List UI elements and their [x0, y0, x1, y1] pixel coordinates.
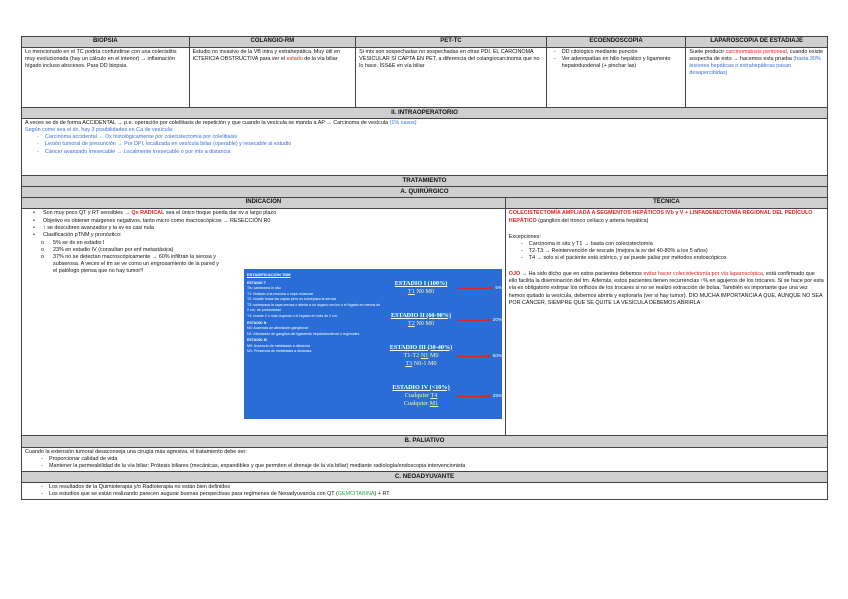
- tnm-def: Tis: carcinoma in situ: [247, 286, 281, 291]
- quirurgico-body-row: [21, 209, 828, 436]
- intraop-body-row: [21, 119, 828, 176]
- intraop-title-row: [21, 108, 828, 119]
- ind-item: • Objetivo es obtener márgenes negativos, tanto micro como macroscópicos → RESECCIÓN R0: [31, 218, 501, 225]
- stage-2-pct: 20%: [492, 317, 502, 323]
- neo-item: - Los estudios que se están realizando parecen augurar buenas perspectivas para regímenes de Neoadyuvancia con QT (GEMCITABINA) + RT: [37, 491, 824, 498]
- paliativo-title-row: [21, 436, 828, 447]
- stage-3: [384, 344, 502, 369]
- header-laparoscopia: LAPAROSCOPIA DE ESTADIAJE: [685, 37, 827, 47]
- stage-3-combo: T3 N0-1 M0: [405, 360, 437, 368]
- tnm-def: M0: Ausencia de metástasis a distancia: [247, 343, 310, 348]
- excepciones-label: Excepciones:: [508, 233, 541, 240]
- stage-2-combo: T2 N0 M0: [407, 320, 435, 328]
- ojo-note: OJO → Ha sido dicho que en estos pacientes debemos evitar hacer colecistectomía por vía laparoscópica, está confirmado que ello facilita la diseminación del tm. Además, estos pacientes tienen recurrencias ↑% en agujeros de los trócares. Si se hace por esta vía es obligatorio extirpar los orificios de los trocares si no se realizó extracción de bolsa. También es importante que una vez hemos quitado la vesícula, debemos abrirla y explorarla (ver si hay tumor). DIO MUCHA IMPORTANCIA A QUE, AUNQUE NO SEA POR CÁNCER, SIEMPRE QUE SE QUITE LA VESÍCULA DEBEMOS ABRIRLA: [508, 271, 824, 306]
- tratamiento-title-row: [21, 176, 828, 187]
- excepcion-item: - Carcinoma in situ y T1 → basta con colecistectomía: [517, 241, 824, 248]
- pet-text: Si mtx son sospechadas no sospechadas en otras PDI. EL CARCINOMA VESICULAR SÍ CAPTA EN PET, a diferencia del colangiocarcinoma que no lo hace. ÍSS&E en vía biliar: [355, 48, 546, 107]
- stage-3-title: ESTADIO III (30-40%): [389, 343, 453, 351]
- intraop-title: II. INTRAOPERATORIO: [22, 108, 827, 118]
- intraop-item: - Lesión tumoral de presunción → Por DPI, localizada en vesícula biliar (operable) y resecable al estudio: [33, 141, 824, 148]
- tratamiento-title: TRATAMIENTO: [22, 176, 827, 186]
- ind-item: • Clasificación pTNM y pronóstico:: [31, 232, 501, 239]
- header-colangio-rm: COLANGIO-RM: [189, 37, 356, 47]
- header-pet-tc: PET-TC: [355, 37, 546, 47]
- eco-list: [546, 48, 686, 107]
- ind-subitem: o 23% en estadio IV (consultan por enf metastásica): [41, 247, 221, 254]
- stage-2: [384, 312, 502, 329]
- ind-item: • ↑ se descubren avanzados y la sv es casi nula: [31, 225, 501, 232]
- stage-3-pct: 50%: [492, 353, 502, 359]
- stage-1-combo: T1 N0 M0: [407, 288, 435, 296]
- stage-4-combo: Cualquier T4: [404, 392, 438, 400]
- tnm-heading: ESTADIO N: [247, 320, 267, 325]
- neo-title-row: [21, 472, 828, 483]
- stage-2-title: ESTADIO II (60-90%): [390, 311, 452, 319]
- tnm-def: T4: invade 2 o más órganos o el hígado en más de 2 cm.: [247, 313, 338, 318]
- paliativo-body-row: [21, 448, 828, 472]
- intraop-item: - Carcinoma accidental → Dx histológicamente por colecistectomía por colelitiasis: [33, 134, 824, 141]
- tnm-heading: ESTADIO T: [247, 280, 266, 285]
- paliativo-item: - Proporcionar calidad de vida: [37, 456, 824, 463]
- excepcion-item: - T2-T3 → Reintervención de rescate (mejora la sv del 40-80% a los 5 años): [517, 248, 824, 255]
- ind-subitem: o 37% no se detectan macroscópicamente → 60% infiltran la serosa y subserosa. A veces el tm se ve como un engrosamiento de la pared y el patólogo piensa que no hay tumor!!: [41, 254, 221, 275]
- excepcion-item: - T4 → solo si el paciente está ictérico, y se puede paliar por métodos endoscópicos: [517, 255, 824, 262]
- tecnica-title: COLECISTECTOMÍA AMPLIADA A SEGMENTOS HEPÁTICOS IVb y V + LINFADENECTOMÍA REGIONAL DEL PEDÍCULO HEPÁTICO (ganglios del tronco celíaco y arteria hepática): [508, 210, 813, 224]
- stage-1-title: ESTADIO I (100%): [394, 279, 448, 287]
- ind-subitem: o 5% se dx en estadio I: [41, 240, 221, 247]
- tnm-def: T3: sobrepasa la capa serosa o afecta a un órgano vecino o el hígado en menos de 2 cm. de profundidad.: [247, 302, 381, 313]
- diagnostic-header-row: [21, 36, 828, 48]
- neo-title: C. NEOADYUVANTE: [22, 472, 827, 482]
- paliativo-item: - Mantener la permeabilidad de la vía biliar: Prótesis biliares (mecánicas, expandibles y que permiten el drenaje de la vía biliar) mediante radiología/endoscopia intervencionista: [37, 463, 824, 470]
- eco-item: - DD citológico mediante punción: [550, 49, 683, 56]
- indicacion-header: INDICACIÓN: [22, 198, 505, 208]
- intraop-line2: Según como sea el dx, hay 3 posibilidades en Ca de vesícula:: [25, 127, 174, 134]
- tnm-definitions: [244, 269, 384, 419]
- intraop-item: - Cáncer avanzado irresecable → Localmente irresecable o por mtx a distancia: [33, 149, 824, 156]
- tnm-def: M1: Presencia de metástasis a distancia: [247, 349, 312, 354]
- tnm-title: ESTADIFICACIÓN TNM: [247, 272, 291, 278]
- intraop-line1: A veces se dx de forma ACCIDENTAL → p.e. operación por colelitiasis de repetición y que cuando la vesícula se manda a AP → Carcinoma de vesícula (1% casos): [25, 120, 417, 127]
- stage-3-combo: T1-T2 N1 M0: [403, 351, 439, 359]
- biopsia-text: Lo mencionado en el TC podría confundirse con una colecistitis muy evolucionada (hay un cálculo en el interior) → inflamación hígado incluso abscesos. Para DD biopsia.: [25, 48, 177, 70]
- ind-item: • Son muy poco QT y RT sensibles → Qx RADICAL sea el único ttoque pueda dar sv a largo plazo: [31, 210, 501, 217]
- lapa-text: Suele producir carcinomatosis peritoneal, cuando existe sospecha de esto → hacemos esta prueba (hasta 30% lesiones hepáticas o extrahepáticas pasan desapercibidas): [685, 48, 827, 107]
- paliativo-title: B. PALIATIVO: [22, 436, 827, 446]
- eco-item: - Ver adenopatías en hilio hepático y ligamento hepatoduodenal (+ pinchar las): [550, 56, 683, 70]
- quirurgico-title-row: [21, 187, 828, 198]
- neo-item: - Los resultados de la Quimioterapia y/o Radioterapia no están bien definidos: [37, 484, 824, 491]
- header-ecoendoscopia: ECOENDOSCOPIA: [546, 37, 686, 47]
- stage-4: [384, 384, 502, 409]
- indicacion-cell: [22, 209, 505, 435]
- stage-4-combo: Cualquier M1: [403, 400, 439, 408]
- tnm-def: T2: invade todas las capas pero no sobrepasa la serosa: [247, 297, 337, 302]
- paliativo-intro: Cuando la extensión tumoral desaconseja una cirugía más agresiva, el tratamiento debe ser:: [25, 448, 247, 455]
- stage-4-title: ESTADIO IV (<10%): [392, 383, 450, 391]
- stage-4-pct: 25%: [492, 393, 502, 399]
- quirurgico-col-header-row: [21, 198, 828, 209]
- stage-groups: [384, 269, 502, 419]
- tnm-def: N1: Afectación de ganglios del ligamento hepatoduodenal o regionales: [247, 331, 360, 336]
- stage-1-pct: 5%: [495, 285, 502, 291]
- tnm-staging-figure: [244, 269, 502, 419]
- tnm-def: N0: Ausencia de afectación ganglionar: [247, 326, 309, 331]
- quirurgico-title: A. QUIRÚRGICO: [22, 187, 827, 197]
- colangio-text: Estudio no invasivo de la VB intra y extrahepática. Muy útil en ICTERICIA OBSTRUCTIVA para ver el estado de la vía biliar: [189, 48, 356, 107]
- tecnica-header: TÉCNICA: [505, 198, 827, 208]
- document-page: [21, 36, 828, 500]
- tnm-def: T1: limitado a la mucosa o capa muscular: [247, 291, 314, 296]
- tecnica-cell: [505, 209, 827, 435]
- stage-1: [384, 280, 502, 297]
- diagnostic-body-row: [21, 48, 828, 108]
- header-biopsia: BIOPSIA: [22, 37, 189, 47]
- neo-body-row: [21, 483, 828, 500]
- tnm-heading: ESTADIO M: [247, 338, 267, 343]
